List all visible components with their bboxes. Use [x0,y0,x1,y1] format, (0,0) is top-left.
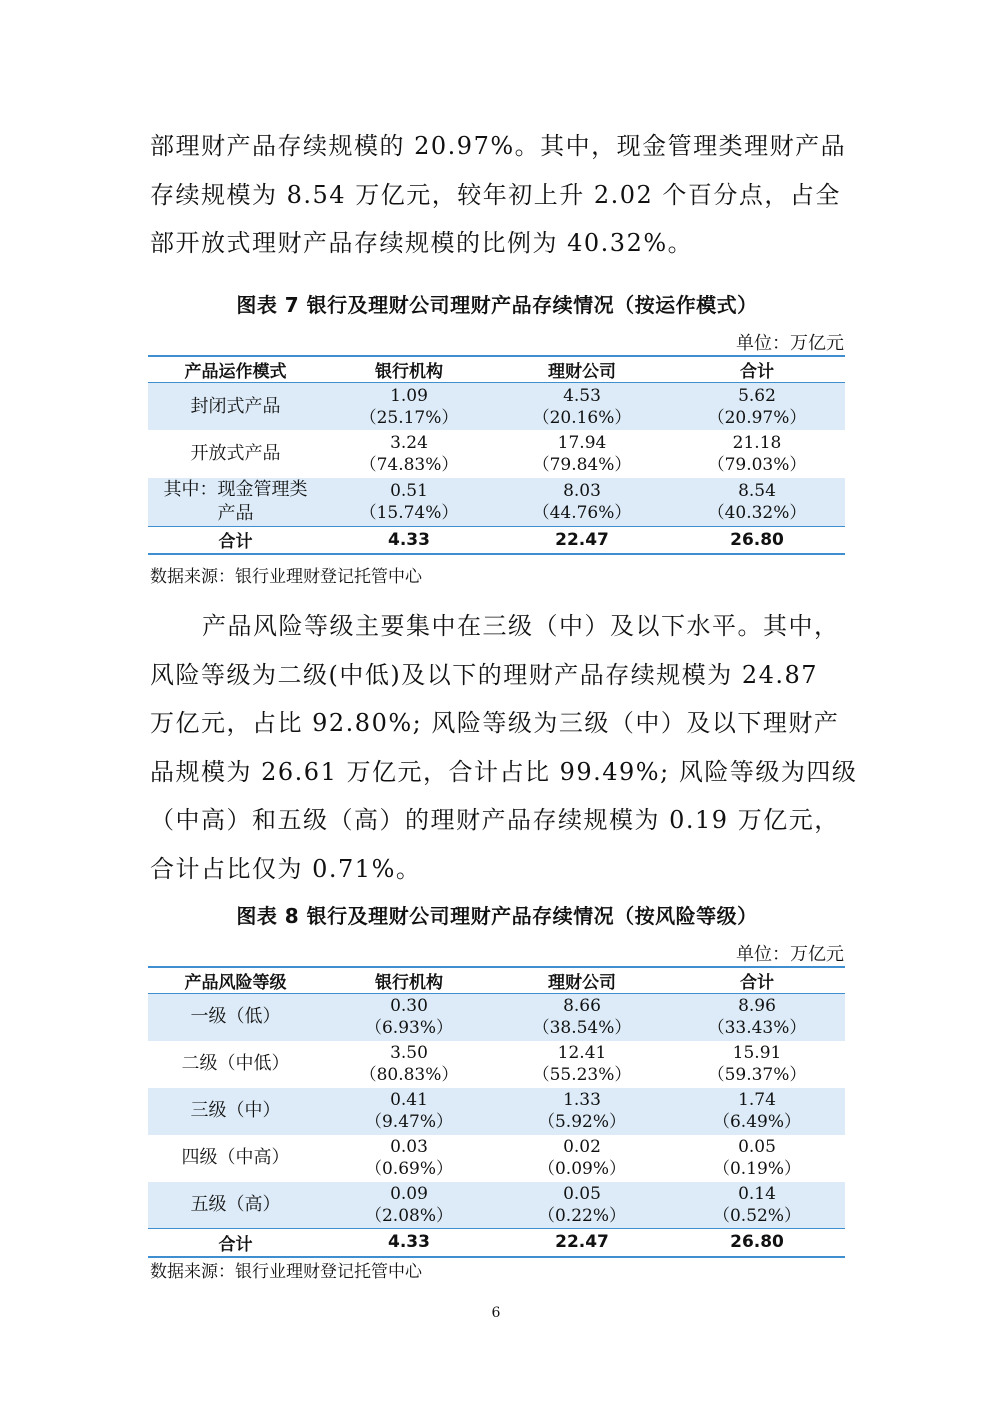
cell-value: 0.14 [738,1183,776,1204]
row-label: 开放式产品 [190,442,281,464]
paragraph-line: （中高）和五级（高）的理财产品存续规模为 0.19 万亿元， [150,806,840,834]
cell-wmc [495,1041,669,1088]
paragraph-line: 万亿元，占比 92.80%; 风险等级为三级（中）及以下理财产 [150,709,840,737]
table-row [148,1135,845,1182]
row-label: 封闭式产品 [148,383,323,431]
cell-value: 8.54 [738,480,776,501]
cell-total [669,994,845,1041]
cell-value: 1.74 [738,1090,776,1110]
total-wmc: 22.47 [495,526,669,554]
table-caption: 图表 8 银行及理财公司理财产品存续情况（按风险等级） [236,904,758,928]
cell-wmc [495,430,669,478]
cell-share: （0.69%） [364,1159,453,1179]
paragraph-line: 合计占比仅为 0.71%。 [150,854,422,883]
row-label-line: 产品 [217,502,254,524]
column-header: 银行机构 [323,967,495,994]
paragraph-line: 品规模为 26.61 万亿元，合计占比 99.49%; 风险等级为四级 [150,757,858,786]
table-row [148,1041,845,1088]
cell-share: （80.83%） [359,1065,459,1085]
table-header-row [148,967,845,994]
cell-wmc [495,478,669,527]
column-header: 合计 [669,967,845,994]
cell-value: 0.05 [563,1183,601,1204]
cell-share: （0.19%） [712,1159,801,1179]
cell-wmc [495,1135,669,1182]
cell-share: （15.74%） [359,502,459,523]
row-label: 四级（中高） [181,1147,290,1168]
cell-bank [323,430,495,478]
table-row [148,1182,845,1229]
paragraph-risk [150,602,858,893]
cell-share: （33.43%） [707,1018,807,1039]
cell-wmc [495,383,669,431]
data-source: 数据来源：银行业理财登记托管中心 [150,567,422,587]
cell-share: （0.22%） [537,1205,626,1226]
table-caption: 图表 7 银行及理财公司理财产品存续情况（按运作模式） [236,293,758,317]
column-header: 理财公司 [495,967,669,994]
cell-value: 3.50 [390,1043,428,1063]
cell-share: （44.76%） [532,502,632,523]
table-row [148,383,845,431]
cell-share: （59.37%） [707,1065,807,1085]
cell-value: 5.62 [738,385,776,406]
column-header: 银行机构 [323,356,495,383]
table-row [148,478,845,527]
paragraph-line: 部开放式理财产品存续规模的比例为 40.32%。 [150,229,694,257]
table-row [148,430,845,478]
row-label-line: 其中：现金管理类 [163,478,308,500]
total-wmc: 22.47 [495,1229,669,1257]
cell-share: （20.16%） [532,407,632,428]
page-number: 6 [491,1305,501,1321]
unit-label: 单位：万亿元 [736,333,844,354]
cell-bank [323,1182,495,1229]
total-bank: 4.33 [323,1229,495,1257]
cell-share: （9.47%） [364,1112,453,1132]
row-label: 五级（高） [148,1182,323,1229]
total-bank: 4.33 [323,526,495,554]
cell-value: 8.66 [563,996,601,1017]
cell-total [669,1041,845,1088]
cell-bank [323,994,495,1041]
cell-total [669,383,845,431]
cell-value: 4.53 [563,385,601,406]
cell-value: 1.33 [563,1090,601,1110]
cell-share: （40.32%） [707,502,807,523]
cell-share: （25.17%） [359,407,459,428]
cell-share: （5.92%） [537,1112,626,1132]
cell-value: 3.24 [390,432,428,453]
row-label [148,478,323,527]
cell-share: （0.52%） [712,1205,801,1226]
table-header-row [148,356,845,383]
cell-value: 0.51 [390,480,428,501]
cell-value: 0.09 [390,1183,428,1204]
cell-share: （74.83%） [359,454,459,475]
column-header: 理财公司 [495,356,669,383]
table-row [148,994,845,1041]
table-row [148,1088,845,1135]
row-label: 三级（中） [148,1088,323,1135]
paragraph-line: 风险等级为二级(中低)及以下的理财产品存续规模为 24.87 [150,660,819,689]
cell-wmc [495,1088,669,1135]
cell-value: 0.41 [390,1090,428,1110]
total-sum: 26.80 [669,1229,845,1257]
cell-value: 15.91 [732,1043,782,1063]
cell-value: 8.03 [563,480,601,501]
table-total-row [148,1229,845,1257]
cell-total [669,1088,845,1135]
paragraph-line: 部理财产品存续规模的 20.97%。其中，现金管理类理财产品 [150,132,847,160]
cell-value: 12.41 [557,1043,607,1063]
paragraph-line: 存续规模为 8.54 万亿元，较年初上升 2.02 个百分点，占全 [150,180,841,209]
total-sum: 26.80 [669,526,845,554]
cell-value: 0.03 [390,1137,428,1157]
cell-bank [323,383,495,431]
unit-label: 单位：万亿元 [736,944,844,965]
paragraph-intro [150,122,847,268]
row-label: 一级（低） [148,994,323,1041]
total-label: 合计 [148,526,323,554]
cell-value: 0.02 [563,1137,601,1157]
table-total-row [148,526,845,554]
column-header: 合计 [669,356,845,383]
cell-wmc [495,1182,669,1229]
cell-total [669,1182,845,1229]
table-risk-level [148,966,845,1258]
cell-bank [323,1135,495,1182]
cell-total [669,430,845,478]
cell-value: 17.94 [557,432,607,453]
cell-share: （79.84%） [532,454,632,475]
table-operation-mode [148,355,845,555]
cell-wmc [495,994,669,1041]
cell-share: （2.08%） [364,1205,453,1226]
cell-value: 0.05 [738,1137,776,1157]
column-header: 产品运作模式 [148,356,323,383]
cell-bank [323,1088,495,1135]
cell-share: （6.93%） [364,1018,453,1039]
cell-bank [323,1041,495,1088]
total-label: 合计 [148,1229,323,1257]
cell-share: （0.09%） [537,1159,626,1179]
column-header: 产品风险等级 [148,967,323,994]
cell-share: （20.97%） [707,407,807,428]
cell-value: 21.18 [732,432,782,453]
cell-share: （38.54%） [532,1018,632,1039]
cell-value: 0.30 [390,996,428,1017]
cell-total [669,1135,845,1182]
cell-share: （6.49%） [712,1112,801,1132]
data-source: 数据来源：银行业理财登记托管中心 [150,1262,422,1282]
cell-bank [323,478,495,527]
cell-value: 8.96 [738,996,776,1017]
cell-value: 1.09 [390,385,428,406]
cell-total [669,478,845,527]
paragraph-line: 产品风险等级主要集中在三级（中）及以下水平。其中， [202,612,840,640]
cell-share: （55.23%） [532,1065,632,1085]
row-label: 二级（中低） [181,1053,290,1074]
cell-share: （79.03%） [707,454,807,475]
